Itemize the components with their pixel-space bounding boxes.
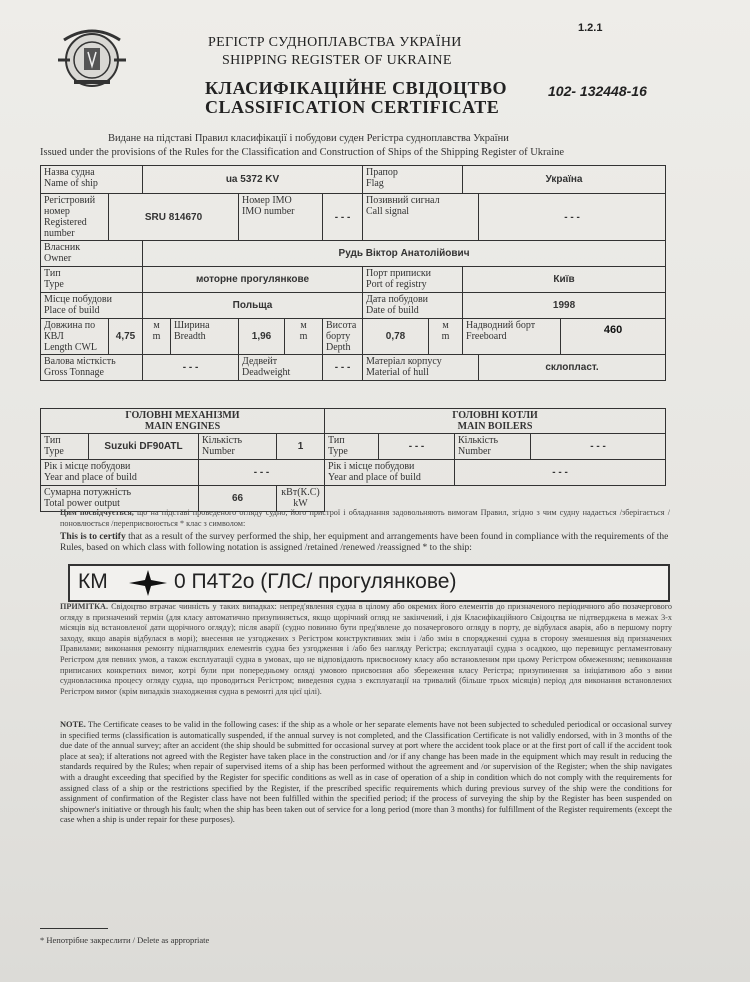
certify-ua-bold: Цим посвідчується, — [60, 508, 134, 517]
type-label-en: Type — [44, 279, 64, 290]
depth-value: 0,78 — [363, 319, 429, 355]
freeboard-value: 460 — [603, 324, 623, 336]
gross-tonnage-label-en: Gross Tonnage — [44, 367, 104, 378]
unit-kw-en: kW — [293, 498, 308, 509]
deadweight-label-ua: Дедвейт — [242, 356, 278, 367]
unit-m-en: m — [152, 331, 161, 342]
deadweight-label-en: Deadweight — [242, 367, 291, 378]
power-label-ua: Сумарна потужність — [44, 487, 132, 498]
certify-en-bold: This is to certify — [60, 532, 126, 542]
reg-number-label-en: Registered number — [44, 217, 87, 239]
register-name-en: SHIPPING REGISTER OF UKRAINE — [222, 53, 452, 68]
engine-type-label-ua: Тип — [44, 435, 61, 446]
certificate-title-ua: КЛАСИФІКАЦІЙНЕ СВІДОЦТВО — [205, 78, 508, 98]
hull-material-label-en: Material of hull — [366, 367, 429, 378]
certify-en-rest: that as a result of the survey performed the ship, her equipment and arrangements have been found in compliance with the requirements of the Rules, based on which class with following notation is assigned /retained /renewed /reassigned * to the ship: — [60, 532, 669, 553]
freeboard-label-en: Freeboard — [466, 331, 507, 342]
ship-name-value: ua 5372 KV — [143, 166, 363, 194]
call-sign-value: - - - — [479, 194, 666, 241]
certificate-number: 102- 132448-16 — [548, 83, 647, 99]
certify-ua-rest: що на підставі проведеного огляду судно, його пристрої і обладнання задовольняють вимогам Правил, згідно з чим судну надається /зберігається /поновлюється /переприсвоюється * клас з символом: — [60, 508, 671, 528]
type-value: моторне прогулянкове — [143, 267, 363, 293]
reg-number-label-ua: Регістровий — [44, 195, 96, 206]
engine-year-label-ua: Рік і місце побудови — [44, 461, 131, 472]
class-prefix: КМ — [78, 570, 108, 593]
flag-value: Україна — [463, 166, 666, 194]
port-label-en: Port of registry — [366, 279, 427, 290]
call-sign-label-en: Call signal — [366, 206, 410, 217]
reg-number-value: SRU 814670 — [109, 194, 239, 241]
date-of-build-label-ua: Дата побудови — [366, 294, 429, 305]
register-emblem-icon — [52, 20, 132, 92]
depth-label-ua: Висота борту — [326, 320, 357, 342]
note-en-label: NOTE. — [60, 720, 86, 729]
engine-number-value: 1 — [277, 434, 325, 460]
gross-tonnage-label-ua: Валова місткість — [44, 356, 116, 367]
place-of-build-label-en: Place of build — [44, 305, 100, 316]
gross-tonnage-value: - - - — [143, 355, 239, 381]
boiler-type-label-ua: Тип — [328, 435, 345, 446]
boiler-number-label-ua: Кількість — [458, 435, 499, 446]
length-label-en: Length CWL — [44, 342, 98, 353]
unit-m-ua: м — [153, 320, 160, 331]
maltese-cross-icon — [128, 569, 168, 597]
note-ua — [60, 602, 672, 714]
note-ua-text: Свідоцтво втрачає чинність у таких випадках: непред'явлення судна в цілому або окремих його елементів до призначеного періодичного або позачергового огляду в призначений термін (для класу автоматично призупиняється, якщо щорічний огляд не закінчений, і дія Класифікаційного Свідоцтва не підтверджена в межах 3-х місяців від встановленої дати щорічного огляду); після аварії (судно повинно бути пред'явлене до позачергового огляду в порту, де відбулася аварія, або в першому порту заходу, якщо аварія відбулася в морі); внесення не узгоджених з Регістром конструктивних змін і /або змін в спорядженні судна в сторону зменшення від призначених Правилами; виконання ремонту піднаглядних елементів судна без узгодження і /або без нагляду Регістра; експлуатації судна з осадкою, що перевищує регламентовану Регістром для певних умов, а також експлуатації судна в умовах, що не відповідають присвоєному класу або встановленим при цьому Регістром обмеженням; невиконання приписаних конкретних вимог, котрі були при попередньому огляді умовою присвоєння або збереження класу Регістра; призупинення за ініціативою або з вини судновласника процесу огляду судна, що проводиться Регістром; виведення судна з експлуатації на тривалий (більше трьох місяців) період для виконання встановлених Регістром вимог (крім випадків знаходження судна в ремонті для цієї цілі). — [60, 602, 672, 696]
engine-year-label-en: Year and place of build — [44, 472, 137, 483]
engine-number-label-en: Number — [202, 446, 235, 457]
unit-kw-ua: кВт(К.С) — [281, 487, 320, 498]
boiler-type-label-en: Type — [328, 446, 348, 457]
form-code: 1.2.1 — [578, 22, 603, 34]
port-label-ua: Порт приписки — [366, 268, 432, 279]
engine-number-label-ua: Кількість — [202, 435, 243, 446]
imo-label-en: IMO number — [242, 206, 295, 217]
freeboard-label-ua: Надводний борт — [466, 320, 536, 331]
deadweight-value: - - - — [323, 355, 363, 381]
reg-number-label-ua2: номер — [44, 206, 70, 217]
boiler-year-label-en: Year and place of build — [328, 472, 421, 483]
owner-label-ua: Власник — [44, 242, 81, 253]
main-boilers-heading-en: MAIN BOILERS — [457, 421, 533, 432]
length-value: 4,75 — [109, 319, 143, 355]
place-of-build-label-ua: Місце побудови — [44, 294, 112, 305]
ship-name-label-en: Name of ship — [44, 178, 98, 189]
unit-m-en: m — [299, 331, 308, 342]
breadth-value: 1,96 — [239, 319, 285, 355]
boiler-year-value: - - - — [455, 460, 666, 486]
boiler-year-label-ua: Рік і місце побудови — [328, 461, 415, 472]
hull-material-value: склопласт. — [479, 355, 666, 381]
place-of-build-value: Польща — [143, 293, 363, 319]
note-en-text: The Certificate ceases to be valid in the following cases: if the ship as a whole or her separate elements have not been subjected to scheduled periodical or occasional survey in specified terms (classification is automatically suspended, if the annual survey is not completed, and the Classification Certificate is not validly endorsed, with in 3 months of the due date of the annual survey; after an accident (the ship should be submitted for occasional survey at port where the accident took place or at the first port of call if the accident took place at sea); if alterations not agreed with the Register have taken place in the construction and /or if any change has been made in the equipment which may result in reducing the standards required by the Rules; when repair of supervised items of a ship has been performed without the agreement and /or supervision of the Register; when the ship navigates with a draught exceeding that specified by the Register for specific conditions as well as in case of operation of a ship in condition which do not comply with the requirements for assigned class of a ship or the restrictions specified by the Register, if the prescribed specific requirements which during previous survey of the ship were the conditions for assignment of confirmation of the Register class have not been fulfilled within the specified period; if the process of surveying the ship by the Register has been suspended on shipowner's initiative or through his fault; when the ship has been taken out of service for a long period (more than 3 months) for fulfillment of the Register requirements (except the case when a ship is under repair for these purposes). — [60, 720, 672, 825]
power-value: 66 — [199, 486, 277, 512]
boiler-number-label-en: Number — [458, 446, 491, 457]
unit-m-ua: м — [442, 320, 449, 331]
owner-value: Рудь Віктор Анатолійович — [143, 241, 666, 267]
ship-name-label-ua: Назва судна — [44, 167, 95, 178]
ship-particulars-table — [40, 165, 666, 381]
date-of-build-label-en: Date of build — [366, 305, 419, 316]
boiler-number-value: - - - — [531, 434, 666, 460]
note-en — [60, 720, 672, 872]
port-value: Київ — [463, 267, 666, 293]
flag-label-en: Flag — [366, 178, 384, 189]
power-label-en: Total power output — [44, 498, 120, 509]
main-engines-heading-en: MAIN ENGINES — [144, 421, 221, 432]
register-name-ua: РЕГІСТР СУДНОПЛАВСТВА УКРАЇНИ — [208, 35, 462, 50]
owner-label-en: Owner — [44, 253, 72, 264]
main-engines-heading-ua: ГОЛОВНІ МЕХАНІЗМИ — [125, 410, 240, 421]
breadth-label-ua: Ширина — [174, 320, 210, 331]
footnote: * Непотрібне закреслити / Delete as appropriate — [40, 935, 210, 945]
flag-label-ua: Прапор — [366, 167, 398, 178]
engine-year-value: - - - — [199, 460, 325, 486]
issued-under-ua: Видане на підставі Правил класифікації і побудови суден Регістра судноплавства України — [108, 133, 509, 144]
note-ua-label: ПРИМІТКА. — [60, 602, 109, 611]
length-label-ua: Довжина по КВЛ — [44, 320, 96, 342]
unit-m-en: m — [441, 331, 450, 342]
call-sign-label-ua: Позивний сигнал — [366, 195, 440, 206]
imo-label-ua: Номер IMO — [242, 195, 292, 206]
date-of-build-value: 1998 — [463, 293, 666, 319]
unit-m-ua: м — [300, 320, 307, 331]
breadth-label-en: Breadth — [174, 331, 206, 342]
imo-value: - - - — [323, 194, 363, 241]
depth-label-en: Depth — [326, 342, 351, 353]
main-boilers-heading-ua: ГОЛОВНІ КОТЛИ — [452, 410, 538, 421]
hull-material-label-ua: Матеріал корпусу — [366, 356, 442, 367]
footnote-divider — [40, 928, 108, 929]
certify-text-en — [60, 532, 670, 554]
class-notation-box — [68, 564, 670, 602]
machinery-table — [40, 408, 666, 512]
engine-type-label-en: Type — [44, 446, 64, 457]
engine-type-value: Suzuki DF90ATL — [89, 434, 199, 460]
issued-under-en: Issued under the provisions of the Rules for the Classification and Construction of Ships of the Shipping Register of Ukraine — [40, 147, 565, 158]
certificate-title-en: CLASSIFICATION CERTIFICATE — [205, 97, 500, 117]
certify-text-ua — [60, 508, 670, 529]
boiler-type-value: - - - — [379, 434, 455, 460]
class-symbol: 0 П4Т2о (ГЛС/ прогулянкове) — [174, 570, 457, 593]
type-label-ua: Тип — [44, 268, 61, 279]
